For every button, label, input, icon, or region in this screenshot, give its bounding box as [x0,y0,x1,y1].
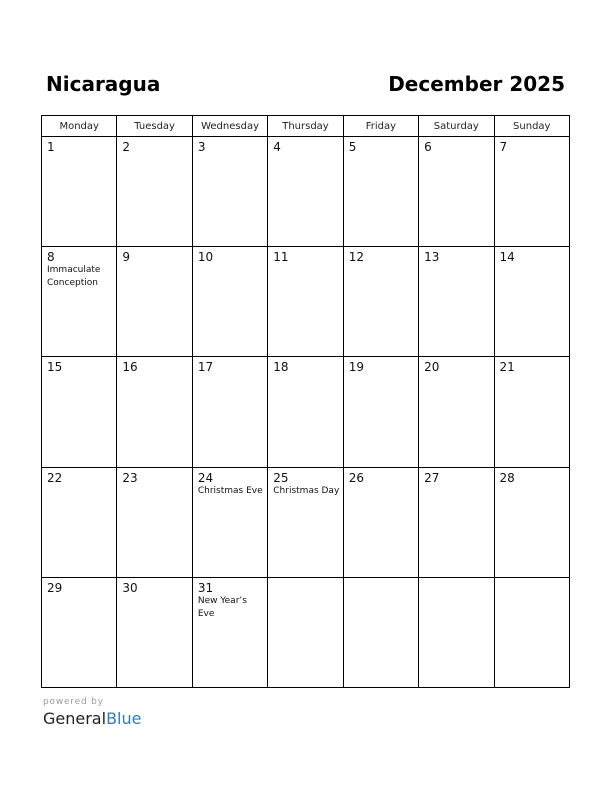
day-number: 25 [273,470,289,485]
weekday-friday: Friday [343,116,418,137]
day-cell [117,467,192,577]
day-cell [343,357,418,467]
day-cell [494,467,569,577]
day-number [495,578,569,581]
weekday-saturday: Saturday [419,116,494,137]
powered-by-text: powered by [43,697,104,707]
day-number: 6 [424,140,432,154]
day-number: 11 [273,250,289,265]
week-row-5 [42,577,570,687]
day-cell [343,467,418,577]
day-cell [419,357,494,467]
weekday-thursday: Thursday [268,116,343,137]
footer-branding [43,697,141,729]
day-cell [419,137,494,247]
day-cell [42,247,117,357]
day-cell [343,247,418,357]
day-number: 16 [122,360,138,375]
day-number: 21 [499,360,515,375]
day-cell [192,357,267,467]
day-number: 5 [348,140,357,154]
day-cell [42,577,117,687]
day-cell [494,247,569,357]
day-cell [192,467,267,577]
day-number: 10 [197,250,214,265]
month-title: December 2025 [388,72,565,96]
day-number: 19 [348,360,364,375]
country-title: Nicaragua [46,72,161,96]
day-number: 17 [197,360,214,375]
day-cell [343,577,418,687]
day-number: 31 [197,580,214,595]
day-number: 27 [424,470,440,485]
day-number: 9 [122,250,131,265]
day-number: 8 [47,250,55,265]
weekday-sunday: Sunday [494,116,569,137]
calendar-grid [41,115,570,688]
day-number: 23 [122,470,138,485]
day-cell [268,247,343,357]
day-number: 4 [273,140,281,154]
weekday-header-row [42,116,570,137]
day-number: 28 [499,470,515,485]
day-cell [42,467,117,577]
day-number: 29 [47,580,63,595]
weekday-wednesday: Wednesday [192,116,267,137]
day-cell [494,357,569,467]
day-cell [419,467,494,577]
logo-text-blue: Blue [106,709,142,728]
day-cell [494,577,569,687]
day-number: 14 [499,250,515,265]
holiday-label: Christmas Eve [197,485,263,496]
day-cell [42,137,117,247]
day-cell [192,577,267,687]
day-number: 30 [122,580,138,595]
day-cell [343,137,418,247]
day-number: 1 [47,140,55,154]
day-number: 7 [499,140,508,154]
day-number: 12 [348,250,364,265]
day-number: 18 [273,360,289,375]
weekday-tuesday: Tuesday [117,116,192,137]
weekday-monday: Monday [42,116,117,137]
day-cell [268,577,343,687]
week-row-3 [42,357,570,467]
day-cell [268,467,343,577]
week-row-1 [42,137,570,247]
day-cell [419,247,494,357]
holiday-label: New Year’s Eve [197,595,247,619]
day-cell [117,137,192,247]
day-cell [268,137,343,247]
holiday-label: Immaculate Conception [47,265,101,289]
week-row-4 [42,467,570,577]
day-number: 24 [197,470,214,485]
day-cell [117,577,192,687]
day-cell [192,137,267,247]
holiday-label: Christmas Day [273,485,340,496]
day-number [419,578,493,581]
day-number [344,578,418,581]
week-row-2 [42,247,570,357]
logo-text-general: General [43,709,107,728]
day-cell [42,357,117,467]
day-number [268,578,342,581]
day-cell [117,357,192,467]
generalblue-logo[interactable] [43,709,141,729]
day-cell [192,247,267,357]
day-number: 2 [122,140,131,154]
day-cell [268,357,343,467]
day-cell [494,137,569,247]
day-number: 20 [424,360,440,375]
day-number: 13 [424,250,440,265]
day-number: 3 [197,140,206,154]
day-number: 22 [47,470,63,485]
day-number: 15 [47,360,63,375]
day-cell [117,247,192,357]
day-number: 26 [348,470,364,485]
day-cell [419,577,494,687]
